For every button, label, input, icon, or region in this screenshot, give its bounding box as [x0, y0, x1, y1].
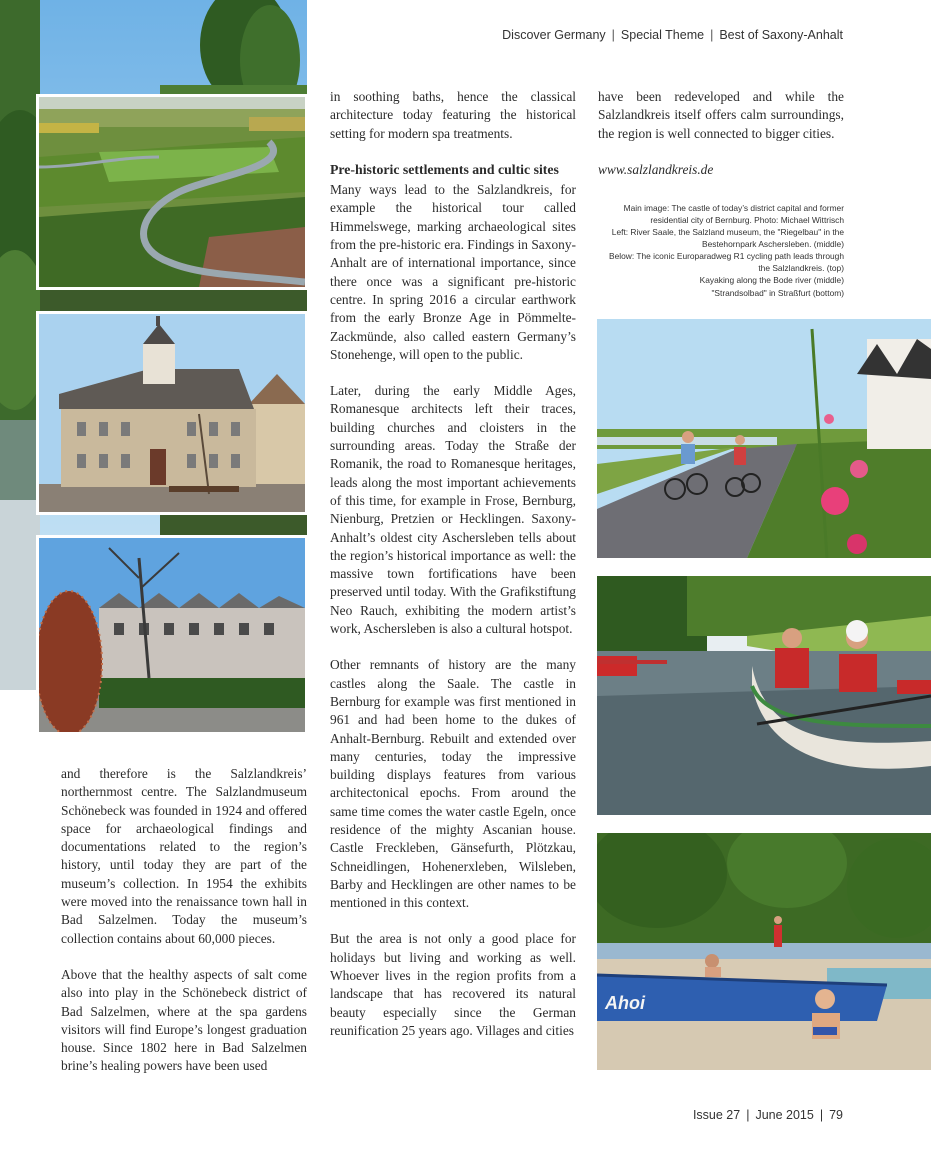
photo-river-saale: [36, 94, 308, 290]
header-separator: |: [611, 28, 615, 42]
photo-riegelbau: [36, 535, 308, 735]
caption-left: Left: River Saale, the Salzland museum, the "Riegelbau" in the Bestehornpark Aschersleben. (middle): [611, 227, 844, 249]
col2-paragraph-1: in soothing baths, hence the classical architecture today featuring the historical setting for modern spa treatments.: [330, 89, 576, 141]
footer-separator: |: [819, 1108, 824, 1122]
col2-paragraph-2: Many ways lead to the Salzlandkreis, for example the historical tour called Himmelswege, marking archaeological sites from the pre-historic era. Findings in Saxony-Anhalt are of international importance, since there once was a significant pre-historic centre. In spring 2016 a circular earthwork from the early Bronze Age in Pömmelte-Zackmünde, also called eastern Germany’s Stonehenge, will open to the public.: [330, 182, 576, 362]
text-column-1: [61, 765, 307, 1094]
col2-paragraph-4: Other remnants of history are the many castles along the Saale. The castle in Bernburg for example was first mentioned in 961 and had been home to the dukes of Anhalt-Bernburg. Rebuilt and extended over many centuries, today the impressive building displays features from various architectonical epochs. From around the same time comes the water castle Egeln, once residence of the mighty Ascanian house. Castle Freckleben, Gänsefurth, Plötzkau, Schneidlingen, Hohenerxleben, Wilsleben, Barby and Hecklingen are other names to be mentioned in this context.: [330, 657, 576, 911]
caption-strandsolbad: "Strandsolbad" in Straßfurt (bottom): [711, 287, 844, 298]
section-heading: Pre-historic settlements and cultic sites: [330, 161, 559, 177]
cyclists-graphic: [597, 319, 931, 558]
text-column-2: [330, 88, 576, 1058]
website-link[interactable]: www.salzlandkreis.de: [598, 161, 714, 177]
page-footer: [693, 1108, 843, 1122]
photo-captions: [598, 203, 844, 300]
photo-cyclists: [597, 319, 931, 558]
caption-below: Below: The iconic Europaradweg R1 cycling path leads through the Salzlandkreis. (top): [609, 251, 844, 273]
footer-separator: |: [746, 1108, 750, 1122]
col2-paragraph-3: Later, during the early Middle Ages, Romanesque architects left their traces, building churches and cloisters in the surrounding areas. Today the Straße der Romanik, the road to Romanesque heritages, leads along the most important achievements of this time, for example in Frose, Bernburg, Nienburg, Pretzien or Hecklingen. Saxony-Anhalt’s oldest city Aschersleben tells about the region’s historical importance as well: the massive town fortifications have been preserved until today. With the Grafikstiftung Neo Rauch, exhibiting the modern artist’s work, Aschersleben is also a cultural hotspot.: [330, 383, 576, 637]
col2-paragraph-5: But the area is not only a good place for holidays but living and working as well. Whoever lives in the region profits from a landscape that has recovered its natural beauty especially since the German reunification 25 years ago. Villages and cities: [330, 931, 576, 1038]
header-separator: |: [710, 28, 714, 42]
col3-paragraph-1: have been redeveloped and while the Salzlandkreis itself offers calm surroundings, the region is well connected to bigger cities.: [598, 89, 844, 141]
col1-paragraph-1: and therefore is the Salzlandkreis’ northernmost centre. The Salzlandmuseum Schönebeck was founded in 1924 and offered space for archaeological findings and documentations related to the region’s history, until today they are part of the museum’s collection. In 1954 the exhibits were moved into the renaissance town hall in Bad Salzelmen. Today the museum’s collection contains about 60,000 pieces.: [61, 766, 307, 946]
photo-strandsolbad: [597, 833, 931, 1070]
photo-salzland-museum: [36, 311, 308, 515]
text-column-3: [598, 88, 844, 179]
river-saale-graphic: [39, 97, 305, 287]
issue-date: June 2015: [755, 1108, 814, 1122]
running-header: [502, 28, 843, 42]
issue-number: Issue 27: [692, 1108, 741, 1122]
header-magazine: Discover Germany: [502, 28, 606, 42]
page-number: 79: [829, 1108, 843, 1122]
header-section: Special Theme: [620, 28, 705, 42]
col1-paragraph-2: Above that the healthy aspects of salt come also into play in the Schönebeck district of Bad Salzelmen, where at the spa gardens visitors will find Europe’s longest graduation house. Since 1802 here in Bad Salzelmen brine’s healing powers have been used: [61, 966, 307, 1074]
caption-kayaking: Kayaking along the Bode river (middle): [699, 275, 844, 285]
salzland-museum-graphic: [39, 314, 305, 512]
kayaking-graphic: [597, 576, 931, 815]
strandsolbad-graphic: [597, 833, 931, 1070]
boat-lettering: Ahoi: [605, 993, 645, 1013]
header-topic: Best of Saxony-Anhalt: [719, 28, 843, 42]
caption-main-image: Main image: The castle of today’s district capital and former residential city of Bernburg. Photo: Michael Wittrisch: [623, 203, 844, 225]
photo-kayaking: [597, 576, 931, 815]
riegelbau-graphic: [39, 538, 305, 732]
